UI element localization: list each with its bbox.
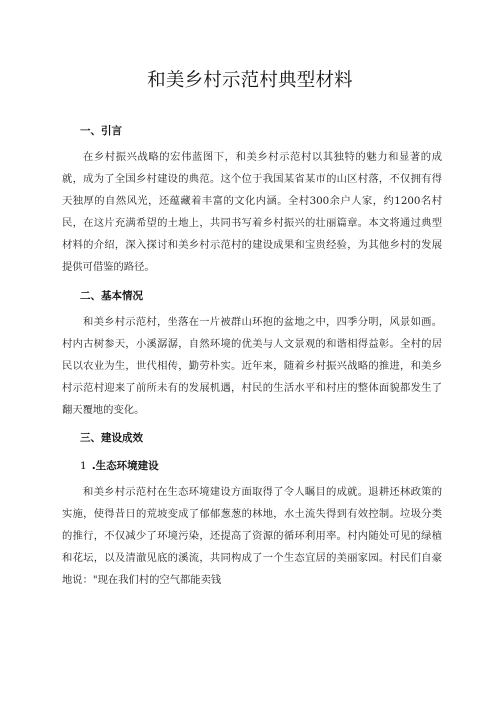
subsection-paragraph-ecology: 和美乡村示范村在生态环境建设方面取得了令人瞩目的成就。退耕还林政策的实施，使得昔日的荒坡变成了郁郁葱葱的林地，水土流失得到有效控制。垃圾分类的推行，不仅减少了环境污染，还提高了资源的循环利用率。村内随处可见的绿植和花坛，以及清澈见底的溪流，共同构成了一个生态宜居的美丽家园。村民们自豪地说："现在我们村的空气都能卖钱 [62, 486, 442, 587]
section-paragraph-basic-info: 和美乡村示范村，坐落在一片被群山环抱的盆地之中，四季分明，风景如画。村内古树参天，小溪潺潺，自然环境的优美与人文景观的和谐相得益彰。全村的居民以农业为生，世代相传，勤劳朴实。近年来，随着乡村振兴战略的推进，和美乡村示范村迎来了前所未有的发展机遇，村民的生活水平和村庄的整体面貌都发生了翻天覆地的变化。 [62, 315, 442, 416]
section-heading-intro: 一、引言 [80, 125, 122, 137]
section-paragraph-intro: 在乡村振兴战略的宏伟蓝图下，和美乡村示范村以其独特的魅力和显著的成就，成为了全国乡村建设的典范。这个位于我国某省某市的山区村落，不仅拥有得天独厚的自然风光，还蕴藏着丰富的文化内涵。全村300余户人家，约1200名村民，在这片充满希望的土地上，共同书写着乡村振兴的壮丽篇章。本文将通过典型材料的介绍，深入探讨和美乡村示范村的建设成果和宝贵经验，为其他乡村的发展提供可借鉴的路径。 [62, 151, 442, 274]
section-heading-results: 三、建设成效 [80, 432, 143, 445]
subsection-number: 1 [80, 460, 87, 473]
subsection-label: .生态环境建设 [91, 460, 159, 473]
document-body [62, 120, 442, 592]
section-heading-basic-info: 二、基本情况 [80, 289, 143, 302]
subsection-heading-ecology [62, 455, 442, 477]
document-title: 和美乡村示范村典型材料 [147, 70, 353, 91]
